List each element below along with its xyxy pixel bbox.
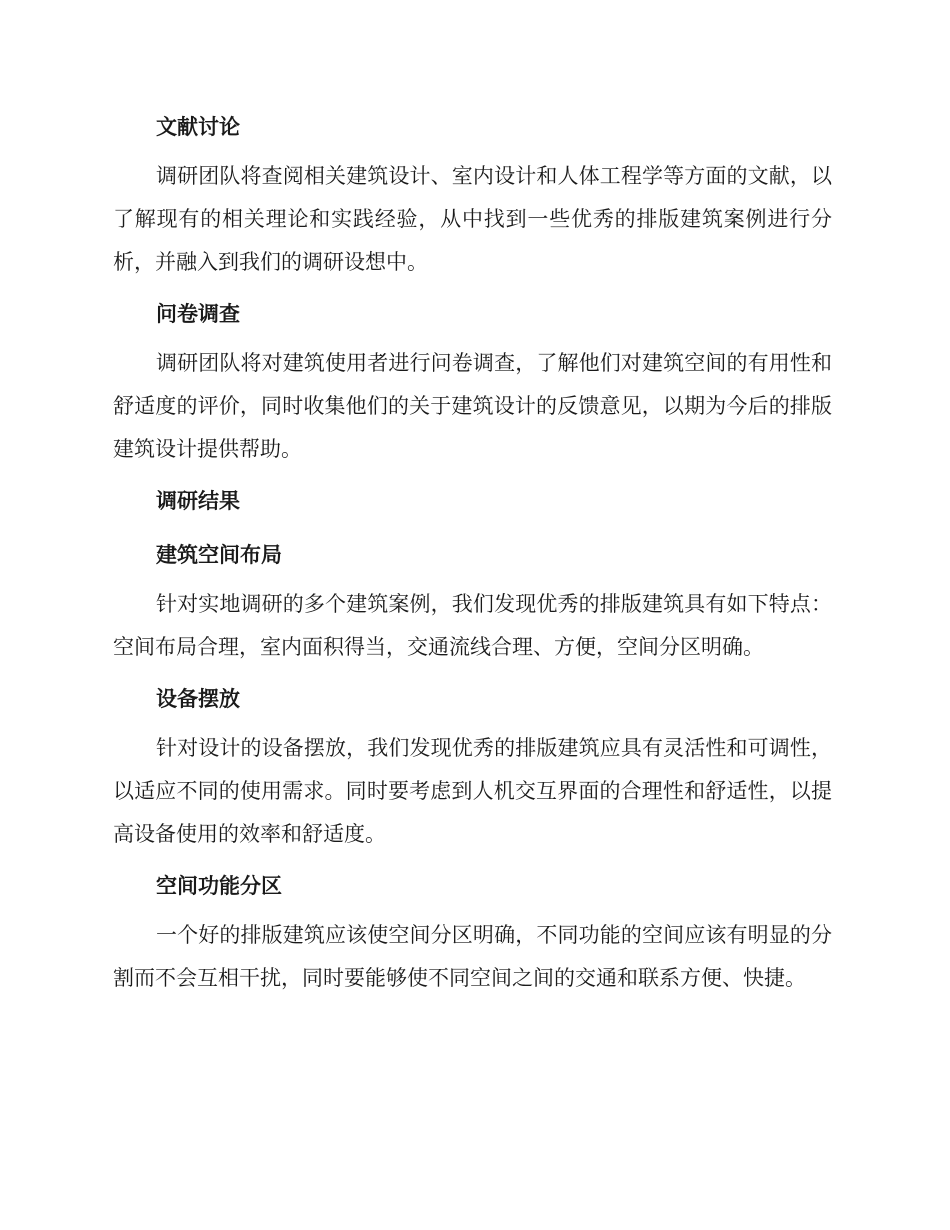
section-paragraph-equipment: 针对设计的设备摆放，我们发现优秀的排版建筑应具有灵活性和可调性，以适应不同的使用需求。同时要考虑到人机交互界面的合理性和舒适性，以提高设备使用的效率和舒适度。: [113, 736, 832, 846]
section-heading-space-layout: 建筑空间布局: [156, 543, 282, 567]
section-paragraph-literature: 调研团队将查阅相关建筑设计、室内设计和人体工程学等方面的文献，以了解现有的相关理论和实践经验，从中找到一些优秀的排版建筑案例进行分析，并融入到我们的调研设想中。: [113, 164, 832, 274]
section-heading-results: 调研结果: [156, 489, 240, 513]
section-paragraph-zoning: 一个好的排版建筑应该使空间分区明确，不同功能的空间应该有明显的分割而不会互相干扰，同时要能够使不同空间之间的交通和联系方便、快捷。: [113, 923, 832, 990]
section-heading-zoning: 空间功能分区: [156, 874, 282, 898]
section-heading-literature: 文献讨论: [156, 115, 240, 139]
section-heading-equipment: 设备摆放: [156, 687, 240, 711]
section-paragraph-space-layout: 针对实地调研的多个建筑案例，我们发现优秀的排版建筑具有如下特点：空间布局合理，室内面积得当，交通流线合理、方便，空间分区明确。: [113, 592, 832, 659]
section-paragraph-questionnaire: 调研团队将对建筑使用者进行问卷调查，了解他们对建筑空间的有用性和舒适度的评价，同时收集他们的关于建筑设计的反馈意见，以期为今后的排版建筑设计提供帮助。: [113, 351, 832, 461]
section-heading-questionnaire: 问卷调查: [156, 302, 240, 326]
